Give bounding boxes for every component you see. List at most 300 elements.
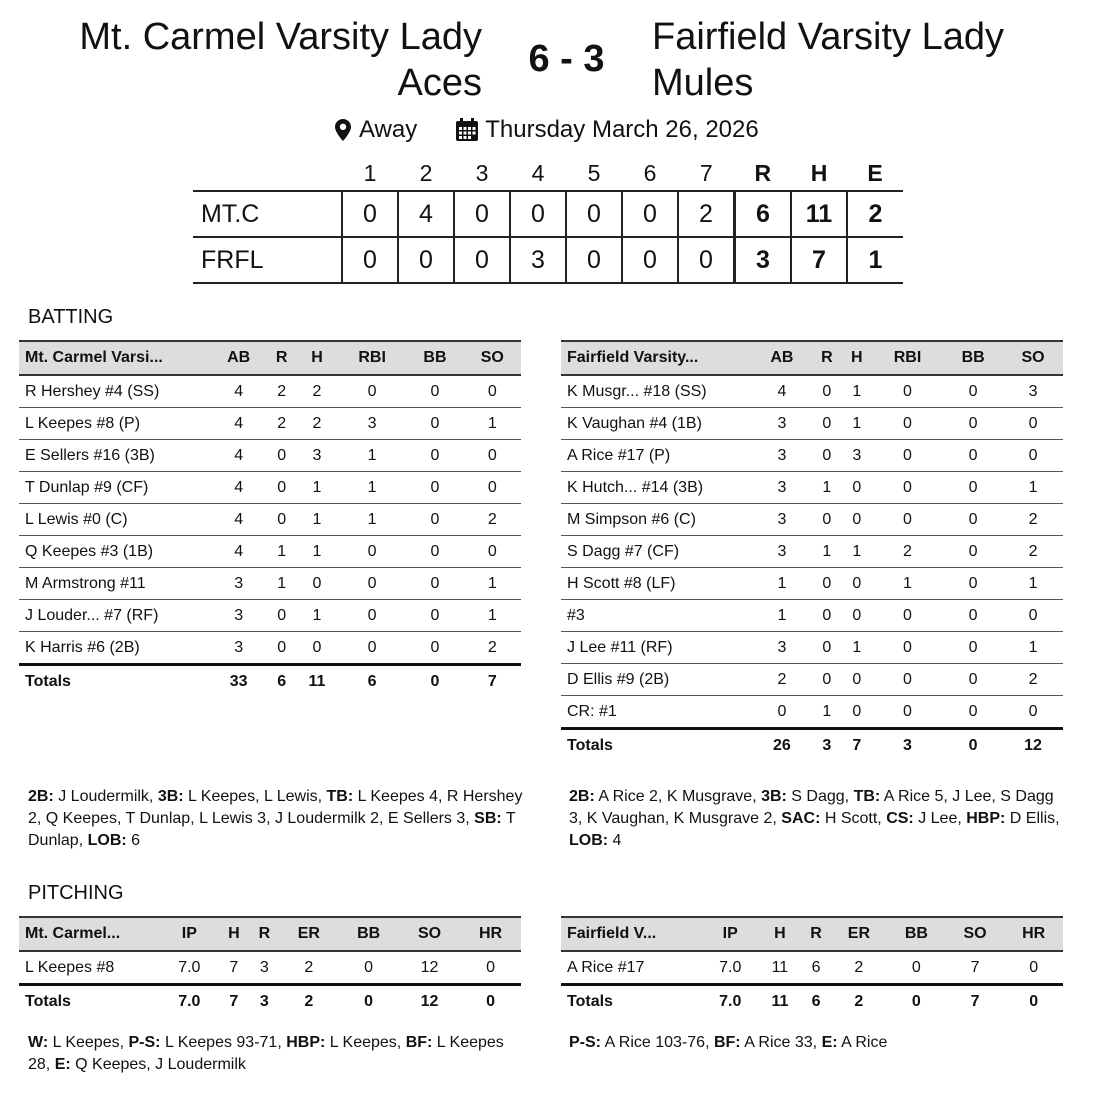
stat-cell: 0 — [812, 440, 842, 472]
map-pin-icon — [334, 115, 352, 145]
stat-column-header: R — [267, 341, 296, 375]
stat-cell: 2 — [267, 375, 296, 408]
stat-cell: 1 — [812, 536, 842, 568]
totals-cell: 7.0 — [702, 985, 758, 1018]
stat-column-header: RBI — [338, 341, 406, 375]
stat-cell: 0 — [464, 375, 521, 408]
stat-cell: 7.0 — [160, 951, 219, 985]
totals-label: Totals — [19, 665, 210, 698]
totals-cell: 2 — [831, 985, 887, 1018]
note-key: LOB: — [569, 832, 609, 849]
stat-cell: 1 — [752, 600, 812, 632]
note-value: L Keepes, L Lewis, — [183, 788, 327, 805]
stat-cell: 0 — [338, 600, 406, 632]
stat-cell: 0 — [812, 375, 842, 408]
totals-cell: 3 — [872, 729, 943, 762]
inning-runs: 0 — [622, 237, 678, 283]
stat-column-header: H — [219, 917, 249, 951]
stat-cell: 1 — [1003, 632, 1063, 664]
stat-cell: 7.0 — [702, 951, 758, 985]
total-hits: 11 — [791, 191, 847, 237]
player-name: A Rice #17 (P) — [561, 440, 752, 472]
stat-column-header: H — [296, 341, 338, 375]
stat-cell: 0 — [812, 568, 842, 600]
player-name: #3 — [561, 600, 752, 632]
table-row — [561, 375, 1063, 408]
stat-cell: 0 — [464, 536, 521, 568]
stat-cell: 3 — [296, 440, 338, 472]
inning-runs: 0 — [566, 237, 622, 283]
stat-cell: 3 — [249, 951, 279, 985]
stat-cell: 3 — [210, 600, 267, 632]
stat-column-header: SO — [1003, 341, 1063, 375]
stat-cell: 1 — [296, 472, 338, 504]
stat-cell: 0 — [842, 568, 872, 600]
table-row — [19, 951, 521, 985]
stat-column-header: AB — [210, 341, 267, 375]
totals-cell: 7.0 — [160, 985, 219, 1018]
home-team-name — [652, 14, 1072, 106]
stat-cell: 1 — [842, 408, 872, 440]
stat-cell: 0 — [943, 375, 1003, 408]
table-row — [561, 472, 1063, 504]
away-pitching-table — [19, 916, 521, 1017]
note-key: BF: — [713, 1034, 741, 1051]
stat-cell: 0 — [338, 951, 399, 985]
box-header-row — [561, 917, 1063, 951]
line-score-row — [193, 191, 903, 237]
totals-cell: 12 — [1003, 729, 1063, 762]
note-key: SAC: — [781, 810, 821, 827]
stat-cell: 1 — [842, 375, 872, 408]
stat-cell: 1 — [812, 696, 842, 729]
stat-column-header: R — [801, 917, 830, 951]
note-value: L Keepes 93-71, — [160, 1034, 287, 1051]
box-header-row — [19, 341, 521, 375]
stat-cell: 2 — [872, 536, 943, 568]
stat-cell: 0 — [812, 600, 842, 632]
stat-cell: 0 — [872, 664, 943, 696]
team-column-header: Mt. Carmel... — [19, 917, 160, 951]
stat-cell: 0 — [943, 536, 1003, 568]
stat-cell: 0 — [406, 472, 463, 504]
stat-cell: 0 — [1003, 440, 1063, 472]
table-row — [19, 600, 521, 632]
totals-cell: 7 — [464, 665, 521, 698]
stat-cell: 1 — [296, 600, 338, 632]
stat-cell: 0 — [267, 472, 296, 504]
stat-cell: 0 — [812, 408, 842, 440]
stat-cell: 0 — [872, 440, 943, 472]
stat-cell: 0 — [812, 664, 842, 696]
stat-cell: 0 — [1003, 408, 1063, 440]
totals-row — [561, 985, 1063, 1018]
stat-cell: 0 — [406, 632, 463, 665]
totals-cell: 3 — [812, 729, 842, 762]
stat-cell: 0 — [943, 664, 1003, 696]
inning-header: 7 — [699, 159, 713, 186]
player-name: H Scott #8 (LF) — [561, 568, 752, 600]
stat-column-header: H — [842, 341, 872, 375]
stat-cell: 0 — [338, 375, 406, 408]
note-key: SB: — [474, 810, 502, 827]
note-key: 3B: — [761, 788, 787, 805]
stat-column-header: SO — [464, 341, 521, 375]
stat-cell: 0 — [1004, 951, 1063, 985]
home-batting-table — [561, 340, 1063, 761]
stat-cell: 2 — [296, 408, 338, 440]
note-value: T Dunlap, — [28, 810, 516, 849]
stat-cell: 0 — [943, 568, 1003, 600]
stat-cell: 1 — [338, 472, 406, 504]
stat-cell: 0 — [464, 472, 521, 504]
stat-column-header: BB — [406, 341, 463, 375]
note-key: 2B: — [569, 788, 595, 805]
stat-cell: 4 — [210, 472, 267, 504]
inning-runs: 0 — [510, 191, 566, 237]
table-row — [19, 440, 521, 472]
stat-cell: 4 — [752, 375, 812, 408]
line-score-team: FRFL — [193, 237, 342, 283]
totals-cell: 11 — [758, 985, 801, 1018]
note-key: P-S: — [128, 1034, 161, 1051]
totals-cell: 0 — [1004, 985, 1063, 1018]
inning-runs: 0 — [398, 237, 454, 283]
stat-cell: 1 — [842, 632, 872, 664]
player-name: D Ellis #9 (2B) — [561, 664, 752, 696]
note-value: 4 — [608, 832, 622, 849]
totals-cell: 6 — [338, 665, 406, 698]
inning-header: 4 — [531, 159, 545, 186]
pitching-section-title: PITCHING — [28, 882, 124, 904]
table-row — [19, 375, 521, 408]
note-value: J Lee, — [913, 810, 967, 827]
table-row — [561, 951, 1063, 985]
note-value: L Keepes, — [325, 1034, 406, 1051]
stat-cell: 0 — [296, 568, 338, 600]
note-value: L Keepes, — [48, 1034, 129, 1051]
stat-cell: 0 — [338, 568, 406, 600]
totals-cell: 26 — [752, 729, 812, 762]
stat-cell: 3 — [210, 568, 267, 600]
totals-label: Totals — [561, 985, 702, 1018]
table-row — [19, 472, 521, 504]
stat-cell: 4 — [210, 536, 267, 568]
stat-cell: 0 — [406, 440, 463, 472]
stat-cell: 3 — [752, 632, 812, 664]
stat-column-header: SO — [946, 917, 1005, 951]
table-row — [19, 632, 521, 665]
stat-cell: 0 — [842, 472, 872, 504]
note-value: A Rice — [837, 1034, 888, 1051]
calendar-icon — [455, 115, 479, 145]
home-pitching-table — [561, 916, 1063, 1017]
stat-cell: 2 — [1003, 504, 1063, 536]
stat-cell: 0 — [406, 504, 463, 536]
totals-cell: 7 — [842, 729, 872, 762]
home-batting-notes — [569, 786, 1065, 852]
totals-cell: 0 — [338, 985, 399, 1018]
stat-cell: 0 — [1003, 696, 1063, 729]
totals-label: Totals — [19, 985, 160, 1018]
stat-cell: 3 — [752, 408, 812, 440]
inning-header: 1 — [363, 159, 377, 186]
note-key: HBP: — [286, 1034, 326, 1051]
player-name: Q Keepes #3 (1B) — [19, 536, 210, 568]
stat-cell: 0 — [338, 536, 406, 568]
table-row — [561, 536, 1063, 568]
stat-cell: 0 — [872, 472, 943, 504]
line-score-table — [193, 156, 903, 284]
batting-section-title: BATTING — [28, 306, 114, 328]
totals-cell: 0 — [460, 985, 521, 1018]
stat-cell: 1 — [338, 440, 406, 472]
total-errors: 2 — [847, 191, 903, 237]
stat-cell: 1 — [1003, 472, 1063, 504]
note-value: D Ellis, — [1005, 810, 1060, 827]
stat-cell: 3 — [1003, 375, 1063, 408]
player-name: T Dunlap #9 (CF) — [19, 472, 210, 504]
stat-cell: 3 — [842, 440, 872, 472]
stat-column-header: HR — [460, 917, 521, 951]
note-value: A Rice 33, — [740, 1034, 822, 1051]
game-header — [0, 12, 1093, 107]
table-row — [561, 600, 1063, 632]
stat-cell: 0 — [464, 440, 521, 472]
player-name: K Musgr... #18 (SS) — [561, 375, 752, 408]
note-key: 3B: — [157, 788, 184, 805]
stat-cell: 1 — [1003, 568, 1063, 600]
stat-cell: 4 — [210, 504, 267, 536]
total-runs: 6 — [735, 191, 792, 237]
player-name: M Armstrong #11 — [19, 568, 210, 600]
totals-cell: 11 — [296, 665, 338, 698]
player-name: K Vaughan #4 (1B) — [561, 408, 752, 440]
table-row — [19, 504, 521, 536]
stat-column-header: SO — [399, 917, 460, 951]
away-batting-table — [19, 340, 521, 697]
note-key: LOB: — [87, 832, 127, 849]
stat-cell: 3 — [752, 504, 812, 536]
totals-row — [19, 985, 521, 1018]
inning-runs: 0 — [622, 191, 678, 237]
stat-cell: 0 — [842, 696, 872, 729]
inning-runs: 0 — [342, 191, 398, 237]
stat-cell: 0 — [267, 600, 296, 632]
stat-cell: 1 — [296, 536, 338, 568]
stat-cell: 2 — [267, 408, 296, 440]
stat-cell: 3 — [752, 440, 812, 472]
table-row — [19, 536, 521, 568]
stat-column-header: IP — [702, 917, 758, 951]
stat-column-header: R — [812, 341, 842, 375]
stat-column-header: H — [758, 917, 801, 951]
player-name: S Dagg #7 (CF) — [561, 536, 752, 568]
stat-cell: 3 — [752, 536, 812, 568]
stat-cell: 0 — [406, 568, 463, 600]
total-errors: 1 — [847, 237, 903, 283]
stat-column-header: RBI — [872, 341, 943, 375]
stat-cell: 0 — [943, 408, 1003, 440]
player-name: L Keepes #8 — [19, 951, 160, 985]
player-name: L Lewis #0 (C) — [19, 504, 210, 536]
team-column-header: Mt. Carmel Varsi... — [19, 341, 210, 375]
player-name: K Harris #6 (2B) — [19, 632, 210, 665]
stat-cell: 0 — [943, 632, 1003, 664]
stat-cell: 1 — [812, 472, 842, 504]
note-value: A Rice 5, J Lee, S Dagg 3, K Vaughan, K Musgrave 2, — [569, 788, 1054, 827]
line-score-header-row — [193, 156, 903, 191]
note-value: H Scott, — [820, 810, 887, 827]
stat-cell: 0 — [296, 632, 338, 665]
totals-cell: 12 — [399, 985, 460, 1018]
stat-cell: 0 — [842, 664, 872, 696]
note-key: W: — [28, 1034, 49, 1051]
stat-cell: 0 — [406, 375, 463, 408]
note-key: 2B: — [28, 788, 54, 805]
stat-column-header: ER — [280, 917, 339, 951]
player-name: J Lee #11 (RF) — [561, 632, 752, 664]
stat-cell: 3 — [752, 472, 812, 504]
stat-cell: 0 — [406, 536, 463, 568]
inning-header: 5 — [587, 159, 601, 186]
note-key: HBP: — [966, 810, 1006, 827]
stat-cell: 0 — [872, 632, 943, 664]
note-value: J Loudermilk, — [53, 788, 158, 805]
note-key: BF: — [405, 1034, 433, 1051]
stat-cell: 0 — [460, 951, 521, 985]
line-score-team: MT.C — [193, 191, 342, 237]
totals-cell: 0 — [943, 729, 1003, 762]
stat-cell: 2 — [1003, 536, 1063, 568]
stat-cell: 1 — [752, 568, 812, 600]
stat-cell: 3 — [210, 632, 267, 665]
errors-header: E — [867, 159, 883, 186]
player-name: K Hutch... #14 (3B) — [561, 472, 752, 504]
inning-header: 6 — [643, 159, 657, 186]
table-row — [561, 440, 1063, 472]
totals-cell: 7 — [946, 985, 1005, 1018]
note-value: Q Keepes, J Loudermilk — [70, 1056, 246, 1073]
stat-cell: 1 — [464, 408, 521, 440]
stat-cell: 1 — [464, 600, 521, 632]
table-row — [561, 504, 1063, 536]
stat-column-header: ER — [831, 917, 887, 951]
stat-column-header: BB — [887, 917, 946, 951]
away-team-name-line1: Mt. Carmel Varsity Lady — [79, 16, 482, 58]
stat-cell: 4 — [210, 440, 267, 472]
stat-cell: 3 — [338, 408, 406, 440]
totals-cell: 0 — [887, 985, 946, 1018]
totals-label: Totals — [561, 729, 752, 762]
stat-cell: 0 — [406, 408, 463, 440]
stat-cell: 1 — [464, 568, 521, 600]
note-key: E: — [821, 1034, 838, 1051]
stat-cell: 1 — [296, 504, 338, 536]
away-pitching-notes — [28, 1032, 523, 1076]
note-key: E: — [54, 1056, 71, 1073]
inning-runs: 0 — [342, 237, 398, 283]
stat-cell: 0 — [812, 504, 842, 536]
stat-cell: 0 — [842, 504, 872, 536]
stat-cell: 0 — [872, 600, 943, 632]
stat-cell: 0 — [812, 632, 842, 664]
home-team-name-line1: Fairfield Varsity Lady — [652, 16, 1004, 58]
team-column-header: Fairfield Varsity... — [561, 341, 752, 375]
stat-cell: 0 — [872, 696, 943, 729]
stat-cell: 2 — [752, 664, 812, 696]
stat-cell: 1 — [267, 568, 296, 600]
stat-cell: 1 — [842, 536, 872, 568]
stat-cell: 0 — [943, 504, 1003, 536]
player-name: CR: #1 — [561, 696, 752, 729]
player-name: A Rice #17 — [561, 951, 702, 985]
location-text: Away — [358, 115, 418, 143]
table-row — [561, 568, 1063, 600]
stat-column-header: IP — [160, 917, 219, 951]
inning-runs: 0 — [454, 191, 510, 237]
totals-cell: 33 — [210, 665, 267, 698]
stat-cell: 0 — [752, 696, 812, 729]
stat-column-header: R — [249, 917, 279, 951]
stat-cell: 2 — [280, 951, 339, 985]
stat-cell: 1 — [267, 536, 296, 568]
stat-cell: 12 — [399, 951, 460, 985]
home-pitching-notes — [569, 1032, 1065, 1054]
note-value: A Rice 103-76, — [601, 1034, 714, 1051]
box-header-row — [561, 341, 1063, 375]
team-column-header: Fairfield V... — [561, 917, 702, 951]
table-row — [19, 408, 521, 440]
away-batting-notes — [28, 786, 523, 852]
stat-cell: 2 — [464, 504, 521, 536]
note-key: TB: — [326, 788, 354, 805]
runs-header: R — [754, 159, 772, 186]
stat-cell: 7 — [946, 951, 1005, 985]
stat-cell: 0 — [943, 472, 1003, 504]
player-name: J Louder... #7 (RF) — [19, 600, 210, 632]
note-key: P-S: — [569, 1034, 601, 1051]
stat-cell: 2 — [296, 375, 338, 408]
note-value: L Keepes 28, — [28, 1034, 504, 1073]
totals-cell: 2 — [280, 985, 339, 1018]
stat-cell: 0 — [872, 504, 943, 536]
note-value: 6 — [126, 832, 141, 849]
note-value: L Keepes 4, R Hershey 2, Q Keepes, T Dunlap, L Lewis 3, J Loudermilk 2, E Sellers 3, — [28, 788, 523, 827]
stat-cell: 2 — [831, 951, 887, 985]
stat-cell: 4 — [210, 375, 267, 408]
stat-column-header: BB — [338, 917, 399, 951]
note-value: S Dagg, — [786, 788, 854, 805]
note-key: TB: — [853, 788, 881, 805]
totals-cell: 3 — [249, 985, 279, 1018]
final-score: 6 - 3 — [528, 38, 605, 80]
stat-cell: 0 — [872, 375, 943, 408]
stat-cell: 11 — [758, 951, 801, 985]
stat-cell: 7 — [219, 951, 249, 985]
note-key: CS: — [886, 810, 914, 827]
stat-cell: 0 — [842, 600, 872, 632]
player-name: M Simpson #6 (C) — [561, 504, 752, 536]
table-row — [561, 632, 1063, 664]
inning-runs: 2 — [678, 191, 735, 237]
date-text: Thursday March 26, 2026 — [485, 115, 759, 143]
inning-runs: 0 — [454, 237, 510, 283]
player-name: L Keepes #8 (P) — [19, 408, 210, 440]
table-row — [561, 408, 1063, 440]
stat-cell: 2 — [1003, 664, 1063, 696]
note-value: A Rice 2, K Musgrave, — [594, 788, 762, 805]
